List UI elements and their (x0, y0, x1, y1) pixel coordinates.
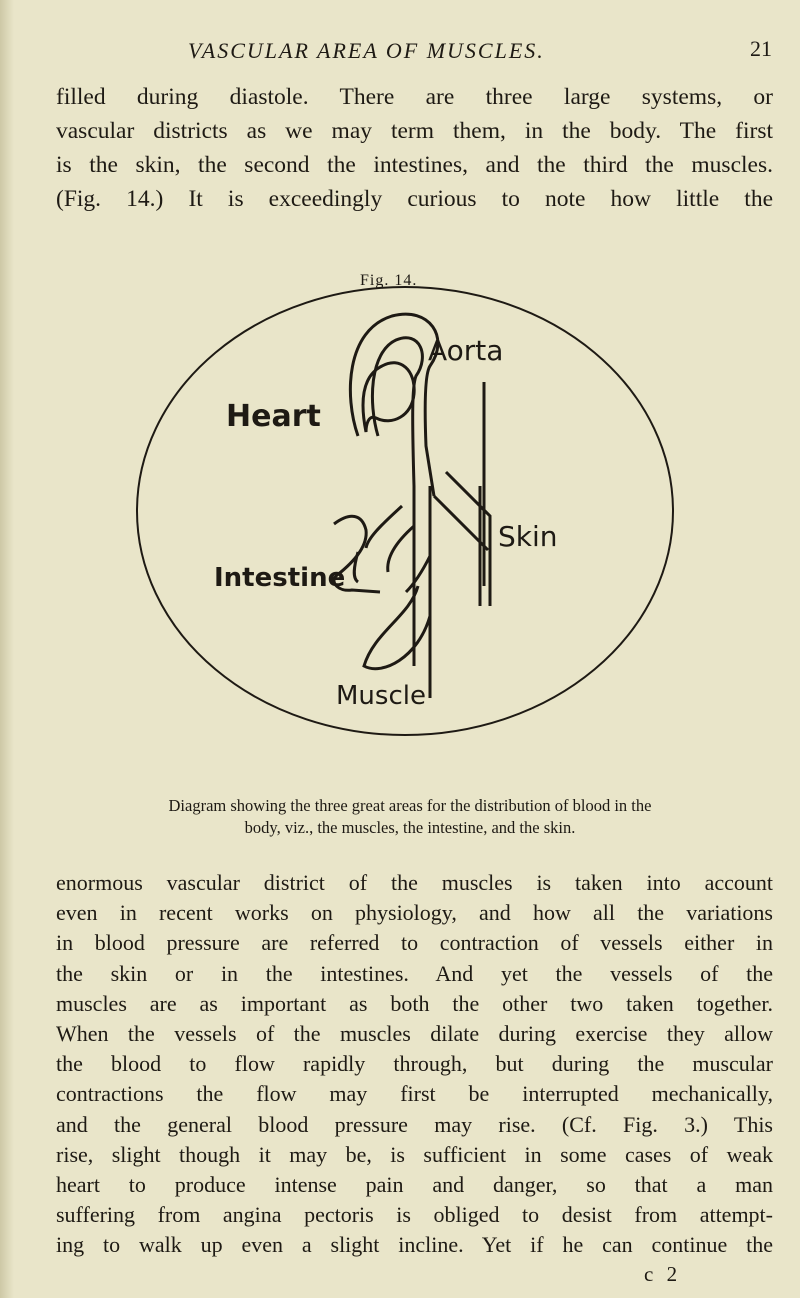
muscle-branch (364, 586, 430, 669)
paragraph-line: suffering from angina pectoris is obliged to desist from attempt- (56, 1202, 773, 1228)
figure-caption (110, 795, 710, 839)
paragraph-line: heart to produce intense pain and danger, so that a man (56, 1172, 773, 1198)
label-aorta: Aorta (428, 334, 504, 367)
page-number: 21 (750, 36, 772, 61)
vascular-diagram (130, 286, 690, 776)
paragraph-line: When the vessels of the muscles dilate during exercise they allow (56, 1021, 773, 1047)
page-edge-shading (0, 0, 14, 1298)
paragraph-line: is the skin, the second the intestines, and the third the muscles. (56, 152, 773, 178)
paragraph-line: even in recent works on physiology, and how all the variations (56, 900, 773, 926)
paragraph-line: muscles are as important as both the other two taken together. (56, 990, 773, 1016)
paragraph-line: filled during diastole. There are three large systems, or (56, 84, 773, 110)
caption-line: body, viz., the muscles, the intestine, and the skin. (244, 818, 576, 837)
label-intestine: Intestine (214, 563, 346, 593)
heart-shape (363, 363, 414, 432)
intestine-branch (388, 526, 414, 572)
paragraph-line: the blood to flow rapidly through, but during the muscular (56, 1051, 773, 1077)
paragraph-line: enormous vascular district of the muscles is taken into account (56, 870, 773, 895)
paragraph-line: in blood pressure are referred to contraction of vessels either in (56, 930, 773, 956)
aorta-inner (372, 338, 422, 486)
figure-label: Fig. 14. (360, 272, 418, 289)
label-muscle: Muscle (336, 681, 426, 711)
paragraph-top (56, 80, 773, 216)
label-skin: Skin (498, 520, 558, 553)
label-heart: Heart (226, 399, 321, 434)
paragraph-line: vascular districts as we may term them, in the body. The first (56, 118, 773, 144)
paragraph-line: ing to walk up even a slight incline. Yet if he can continue the (56, 1232, 773, 1258)
paragraph-line: and the general blood pressure may rise. (Cf. Fig. 3.) This (56, 1111, 773, 1137)
caption-line: Diagram showing the three great areas for the distribution of blood in the (168, 796, 652, 815)
paragraph-line: contractions the flow may first be interrupted mechanically, (56, 1081, 773, 1107)
body-circle (137, 287, 673, 735)
paragraph-line: the skin or in the intestines. And yet the vessels of the (56, 960, 773, 986)
paragraph-bottom (56, 868, 773, 1261)
paragraph-line: rise, slight though it may be, is sufficient in some cases of weak (56, 1141, 773, 1167)
signature-mark: c 2 (644, 1262, 682, 1286)
paragraph-line: (Fig. 14.) It is exceedingly curious to note how little the (56, 186, 773, 212)
running-head: VASCULAR AREA OF MUSCLES. (188, 38, 545, 63)
intestine-branch (366, 506, 402, 548)
